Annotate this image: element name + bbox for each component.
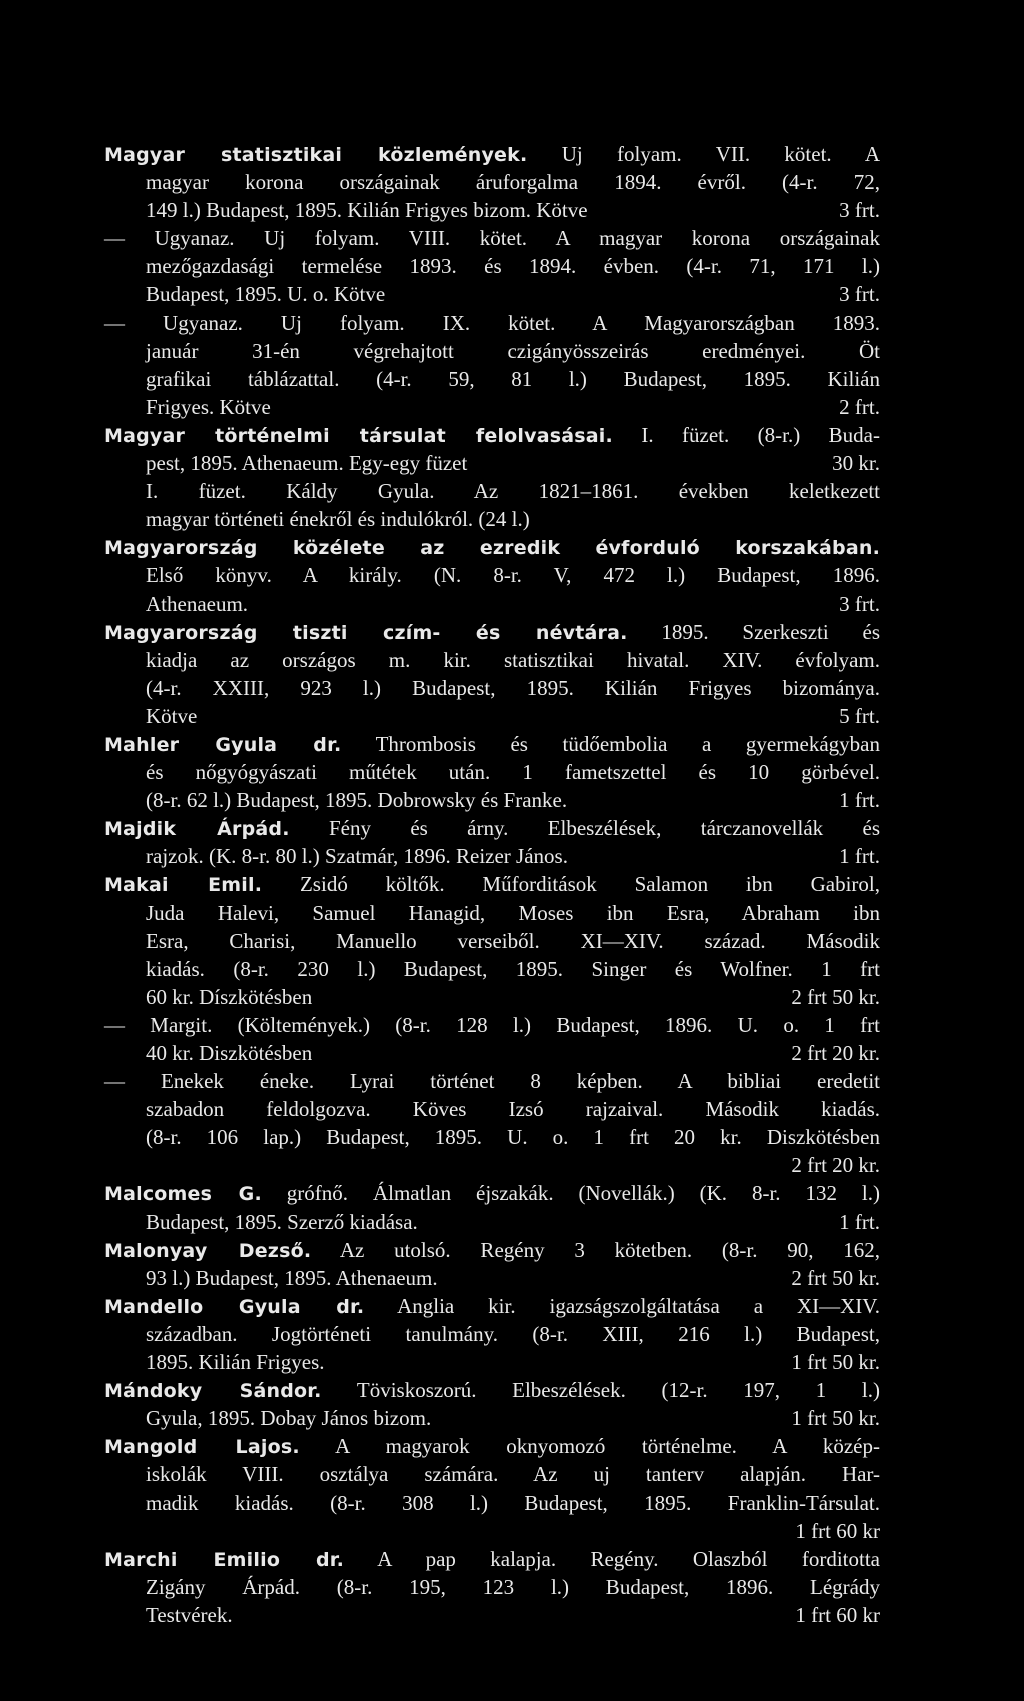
entry-price: 5 frt.: [839, 703, 880, 728]
entry-heading: Majdik Árpád.: [104, 818, 290, 841]
entry-line: [104, 899, 880, 927]
entry-line: [104, 140, 880, 168]
catalog-entry: [104, 533, 880, 617]
entry-line: [104, 533, 880, 561]
catalog-entry: [104, 814, 880, 870]
entry-line: [104, 1601, 880, 1629]
entry-line: [104, 1264, 880, 1292]
entry-price: 30 kr.: [832, 451, 880, 476]
entry-line: [104, 1432, 880, 1460]
entry-heading: Mándoky Sándor.: [104, 1380, 322, 1403]
entry-price: 1 frt.: [839, 1209, 880, 1234]
entry-line: [104, 224, 880, 252]
entry-line: [104, 1489, 880, 1517]
entry-text: — Ugyanaz. Uj folyam. IX. kötet. A Magyarországban 1893.: [104, 310, 880, 335]
entry-heading: Mandello Gyula dr.: [104, 1295, 365, 1318]
entry-heading: Magyarország közélete az ezredik évforduló korszakában.: [104, 537, 880, 560]
entry-line: [104, 252, 880, 280]
entry-text: Az utolsó. Regény 3 kötetben. (8-r. 90, 162,: [311, 1237, 880, 1262]
entry-line: [104, 1404, 880, 1432]
entry-line: [104, 196, 880, 224]
entry-line: [104, 1151, 880, 1179]
entry-text: Zsidó költők. Műforditások Salamon ibn Gabirol,: [262, 872, 880, 897]
entry-text: 1895. Szerkeszti és: [627, 619, 880, 644]
entry-text: január 31-én végrehajtott czigányösszeirás eredményei. Öt: [146, 338, 880, 363]
entry-text: 40 kr. Diszkötésben: [146, 1041, 313, 1065]
entry-line: [104, 561, 880, 589]
entry-line: [104, 1573, 880, 1601]
entry-price: 3 frt.: [839, 591, 880, 616]
entry-text: Budapest, 1895. U. o. Kötve: [146, 282, 386, 307]
entry-line: [104, 1236, 880, 1264]
entry-line: [104, 477, 880, 505]
entry-line: [104, 1292, 880, 1320]
entry-line: [104, 1208, 880, 1236]
entry-line: [104, 983, 880, 1011]
entry-text: 60 kr. Díszkötésben: [146, 984, 313, 1009]
entry-text: Anglia kir. igazságszolgáltatása a XI—XIV.: [364, 1293, 880, 1318]
entry-text: században. Jogtörténeti tanulmány. (8-r. XIII, 216 l.) Budapest,: [146, 1321, 880, 1346]
entry-line: [104, 449, 880, 477]
entry-line: [104, 1320, 880, 1348]
catalog-entry: [104, 730, 880, 814]
entry-line: [104, 1517, 880, 1545]
entry-text: rajzok. (K. 8-r. 80 l.) Szatmár, 1896. Reizer János.: [146, 844, 568, 869]
entry-text: — Ugyanaz. Uj folyam. VIII. kötet. A magyar korona országainak: [104, 226, 880, 251]
entry-text: kiadja az országos m. kir. statisztikai hivatal. XIV. évfolyam.: [146, 647, 880, 672]
entry-text: magyar történeti énekről és indulókról. (24 l.): [146, 507, 530, 532]
entry-line: [104, 955, 880, 983]
catalog-entry: [104, 140, 880, 421]
entry-line: [104, 646, 880, 674]
entry-line: [104, 870, 880, 898]
entry-text: 149 l.) Budapest, 1895. Kilián Frigyes bizom. Kötve: [146, 198, 588, 223]
entry-text: Első könyv. A király. (N. 8-r. V, 472 l.) Budapest, 1896.: [146, 563, 880, 588]
entry-line: [104, 1348, 880, 1376]
entry-text: 93 l.) Budapest, 1895. Athenaeum.: [146, 1265, 438, 1290]
entry-line: [104, 758, 880, 786]
entry-text: Frigyes. Kötve: [146, 394, 271, 419]
entry-heading: Magyar statisztikai közlemények.: [104, 144, 528, 166]
entry-line: [104, 786, 880, 814]
entry-text: Töviskoszorú. Elbeszélések. (12-r. 197, 1 l.): [321, 1378, 880, 1403]
entry-text: Gyula, 1895. Dobay János bizom.: [146, 1406, 432, 1431]
entry-line: [104, 618, 880, 646]
entry-text: (8-r. 62 l.) Budapest, 1895. Dobrowsky és Franke.: [146, 788, 568, 813]
entry-text: Fény és árny. Elbeszélések, tárczanovellák és: [289, 816, 880, 841]
entry-line: [104, 1095, 880, 1123]
entry-line: [104, 1179, 880, 1207]
entry-heading: Mangold Lajos.: [104, 1436, 300, 1459]
entry-line: [104, 280, 880, 308]
catalog-entry: [104, 618, 880, 730]
entry-price: 1 frt 50 kr.: [791, 1350, 880, 1375]
entry-text: grafikai táblázattal. (4-r. 59, 81 l.) Budapest, 1895. Kilián: [146, 366, 880, 391]
entry-text: grófnő. Álmatlan éjszakák. (Novellák.) (K. 8-r. 132 l.): [261, 1181, 880, 1206]
entry-line: [104, 309, 880, 337]
entry-price: 1 frt 60 kr: [795, 1518, 880, 1543]
entry-line: [104, 393, 880, 421]
entry-text: magyar korona országainak áruforgalma 1894. évről. (4-r. 72,: [146, 170, 880, 195]
entry-line: [104, 702, 880, 730]
entry-line: [104, 1376, 880, 1404]
entry-price: 2 frt 20 kr.: [791, 1153, 880, 1178]
entry-text: A magyarok oknyomozó történelme. A közép-: [299, 1434, 880, 1459]
entry-text: szabadon feldolgozva. Köves Izsó rajzaival. Második kiadás.: [146, 1097, 880, 1122]
entry-text: iskolák VIII. osztálya számára. Az uj tanterv alapján. Har-: [146, 1462, 880, 1487]
entry-price: 2 frt 50 kr.: [791, 984, 880, 1009]
entry-text: pest, 1895. Athenaeum. Egy-egy füzet: [146, 451, 468, 476]
entry-text: I. füzet. (8-r.) Buda-: [612, 422, 880, 447]
entry-text: A pap kalapja. Regény. Olaszból forditotta: [344, 1546, 880, 1571]
entry-price: 2 frt 50 kr.: [791, 1265, 880, 1290]
entry-text: (4-r. XXIII, 923 l.) Budapest, 1895. Kilián Frigyes bizománya.: [146, 675, 880, 700]
entry-text: Testvérek.: [146, 1602, 233, 1627]
entry-text: madik kiadás. (8-r. 308 l.) Budapest, 1895. Franklin-Társulat.: [146, 1490, 880, 1515]
entry-line: [104, 927, 880, 955]
catalog-entry: [104, 1292, 880, 1376]
entry-heading: Malonyay Dezső.: [104, 1239, 312, 1262]
entry-price: 1 frt 60 kr: [795, 1602, 880, 1627]
entry-heading: Mahler Gyula dr.: [104, 733, 342, 756]
entry-text: I. füzet. Káldy Gyula. Az 1821–1861. években keletkezett: [146, 479, 880, 504]
entry-line: [104, 1123, 880, 1151]
bibliography-column: [104, 140, 880, 1629]
entry-price: 2 frt 20 kr.: [791, 1041, 880, 1065]
entry-text: Uj folyam. VII. kötet. A: [527, 142, 880, 166]
entry-text: kiadás. (8-r. 230 l.) Budapest, 1895. Singer és Wolfner. 1 frt: [146, 956, 880, 981]
catalog-entry: [104, 1236, 880, 1292]
entry-text: Esra, Charisi, Manuello verseiből. XI—XIV. század. Második: [146, 928, 880, 953]
entry-price: 1 frt.: [839, 844, 880, 869]
entry-price: 1 frt 50 kr.: [791, 1406, 880, 1431]
catalog-entry: [104, 1545, 880, 1629]
catalog-entry: [104, 1432, 880, 1544]
catalog-entry: [104, 1179, 880, 1235]
entry-line: [104, 590, 880, 618]
catalog-entry: [104, 870, 880, 1179]
entry-line: [104, 421, 880, 449]
entry-line: [104, 730, 880, 758]
entry-heading: Malcomes G.: [104, 1183, 262, 1206]
entry-heading: Makai Emil.: [104, 874, 263, 897]
entry-text: mezőgazdasági termelése 1893. és 1894. évben. (4-r. 71, 171 l.): [146, 254, 880, 279]
entry-text: Zigány Árpád. (8-r. 195, 123 l.) Budapest, 1896. Légrády: [146, 1574, 880, 1599]
entry-line: [104, 337, 880, 365]
entry-line: [104, 674, 880, 702]
entry-text: Juda Halevi, Samuel Hanagid, Moses ibn Esra, Abraham ibn: [146, 900, 880, 925]
entry-price: 3 frt.: [839, 198, 880, 223]
entry-price: 2 frt.: [839, 394, 880, 419]
entry-heading: Magyarország tiszti czím- és névtára.: [104, 621, 628, 644]
entry-line: [104, 365, 880, 393]
entry-line: [104, 1545, 880, 1573]
entry-text: — Margit. (Költemények.) (8-r. 128 l.) Budapest, 1896. U. o. 1 frt: [104, 1012, 880, 1037]
entry-line: [104, 168, 880, 196]
entry-line: [104, 1011, 880, 1039]
entry-text: Thrombosis és tüdőembolia a gyermekágyban: [341, 731, 881, 756]
entry-heading: Magyar történelmi társulat felolvasásai.: [104, 424, 613, 447]
entry-text: (8-r. 106 lap.) Budapest, 1895. U. o. 1 frt 20 kr. Diszkötésben: [146, 1125, 880, 1150]
entry-line: [104, 1067, 880, 1095]
entry-price: 1 frt.: [839, 788, 880, 813]
entry-text: — Enekek éneke. Lyrai történet 8 képben. A bibliai eredetit: [104, 1069, 880, 1094]
entry-line: [104, 1460, 880, 1488]
entry-line: [104, 505, 880, 533]
entry-text: Budapest, 1895. Szerző kiadása.: [146, 1209, 418, 1234]
entry-text: és nőgyógyászati műtétek után. 1 fametszettel és 10 görbével.: [146, 760, 880, 785]
entry-line: [104, 1039, 880, 1067]
entry-heading: Marchi Emilio dr.: [104, 1548, 345, 1571]
entry-text: Kötve: [146, 703, 198, 728]
catalog-entry: [104, 1376, 880, 1432]
entry-line: [104, 814, 880, 842]
entry-line: [104, 842, 880, 870]
entry-text: 1895. Kilián Frigyes.: [146, 1350, 325, 1375]
entry-price: 3 frt.: [839, 282, 880, 307]
catalog-entry: [104, 421, 880, 533]
entry-text: Athenaeum.: [146, 591, 249, 616]
